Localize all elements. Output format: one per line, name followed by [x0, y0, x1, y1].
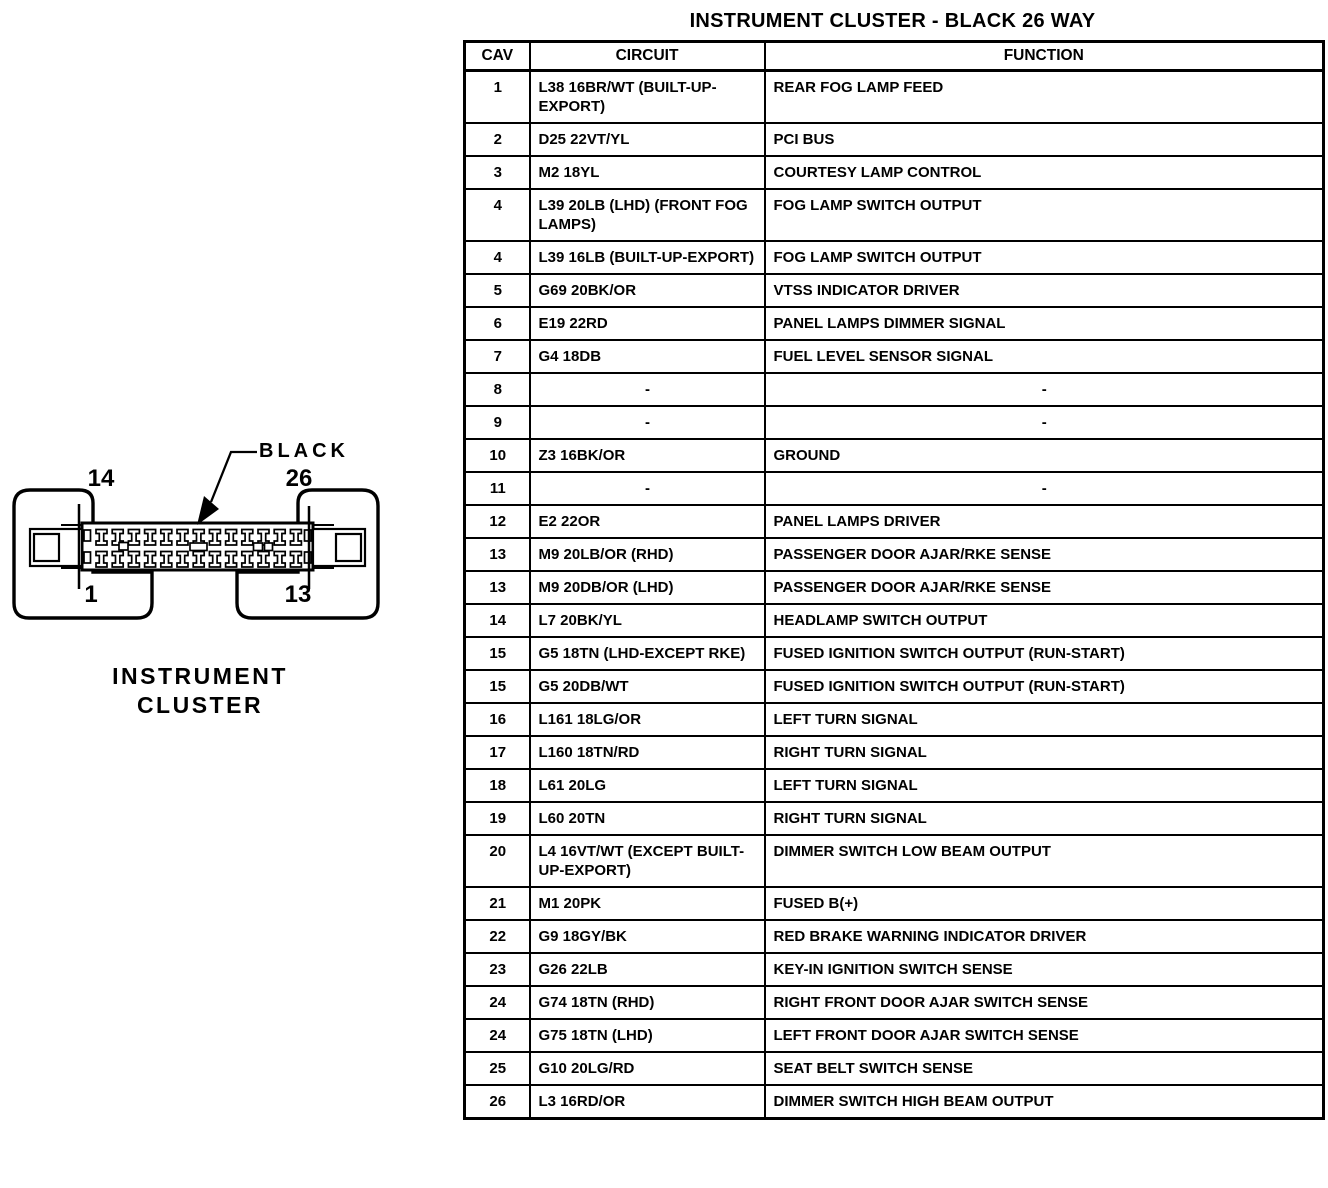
- function-cell: FOG LAMP SWITCH OUTPUT: [765, 189, 1324, 241]
- circuit-cell: L4 16VT/WT (EXCEPT BUILT-UP-EXPORT): [530, 835, 765, 887]
- circuit-cell: G10 20LG/RD: [530, 1052, 765, 1085]
- function-cell: RED BRAKE WARNING INDICATOR DRIVER: [765, 920, 1324, 953]
- function-cell: REAR FOG LAMP FEED: [765, 71, 1324, 124]
- circuit-cell: L161 18LG/OR: [530, 703, 765, 736]
- table-row: [465, 1052, 1324, 1085]
- left-latch: [30, 529, 82, 566]
- function-cell: VTSS INDICATOR DRIVER: [765, 274, 1324, 307]
- table-row: [465, 835, 1324, 887]
- table-row: [465, 340, 1324, 373]
- circuit-cell: Z3 16BK/OR: [530, 439, 765, 472]
- cav-cell: 3: [465, 156, 530, 189]
- table-row: [465, 1085, 1324, 1119]
- circuit-cell: E19 22RD: [530, 307, 765, 340]
- circuit-cell: L39 16LB (BUILT-UP-EXPORT): [530, 241, 765, 274]
- circuit-cell: G4 18DB: [530, 340, 765, 373]
- function-cell: COURTESY LAMP CONTROL: [765, 156, 1324, 189]
- circuit-cell: M9 20LB/OR (RHD): [530, 538, 765, 571]
- table-row: [465, 637, 1324, 670]
- function-cell: GROUND: [765, 439, 1324, 472]
- table-row: [465, 802, 1324, 835]
- cav-cell: 7: [465, 340, 530, 373]
- col-header-circuit: CIRCUIT: [530, 42, 765, 71]
- cav-cell: 24: [465, 1019, 530, 1052]
- function-cell: PANEL LAMPS DRIVER: [765, 505, 1324, 538]
- function-cell: LEFT TURN SIGNAL: [765, 769, 1324, 802]
- pin-label-1: 1: [84, 581, 98, 608]
- table-row: [465, 307, 1324, 340]
- col-header-function: FUNCTION: [765, 42, 1324, 71]
- circuit-cell: L160 18TN/RD: [530, 736, 765, 769]
- cav-cell: 5: [465, 274, 530, 307]
- function-cell: SEAT BELT SWITCH SENSE: [765, 1052, 1324, 1085]
- circuit-cell: L3 16RD/OR: [530, 1085, 765, 1119]
- circuit-cell: M2 18YL: [530, 156, 765, 189]
- page-title: INSTRUMENT CLUSTER - BLACK 26 WAY: [689, 10, 1096, 32]
- circuit-cell: G9 18GY/BK: [530, 920, 765, 953]
- cav-cell: 1: [465, 71, 530, 124]
- table-row: [465, 373, 1324, 406]
- function-cell: -: [765, 373, 1324, 406]
- function-cell: FUSED B(+): [765, 887, 1324, 920]
- pin-label-14: 14: [87, 465, 115, 492]
- function-cell: PASSENGER DOOR AJAR/RKE SENSE: [765, 538, 1324, 571]
- cav-cell: 26: [465, 1085, 530, 1119]
- circuit-cell: G74 18TN (RHD): [530, 986, 765, 1019]
- circuit-cell: G5 18TN (LHD-EXCEPT RKE): [530, 637, 765, 670]
- circuit-cell: -: [530, 373, 765, 406]
- cav-cell: 9: [465, 406, 530, 439]
- table-row: [465, 604, 1324, 637]
- circuit-cell: M9 20DB/OR (LHD): [530, 571, 765, 604]
- table-row: [465, 703, 1324, 736]
- function-cell: RIGHT TURN SIGNAL: [765, 802, 1324, 835]
- cav-cell: 23: [465, 953, 530, 986]
- table-row: [465, 241, 1324, 274]
- circuit-cell: M1 20PK: [530, 887, 765, 920]
- cav-cell: 17: [465, 736, 530, 769]
- function-cell: RIGHT FRONT DOOR AJAR SWITCH SENSE: [765, 986, 1324, 1019]
- table-row: [465, 887, 1324, 920]
- pinout-table: [463, 40, 1325, 1120]
- circuit-cell: G26 22LB: [530, 953, 765, 986]
- caption-line-2: CLUSTER: [136, 692, 264, 718]
- cav-cell: 25: [465, 1052, 530, 1085]
- circuit-cell: -: [530, 406, 765, 439]
- function-cell: FUSED IGNITION SWITCH OUTPUT (RUN-START): [765, 637, 1324, 670]
- circuit-cell: G75 18TN (LHD): [530, 1019, 765, 1052]
- table-row: [465, 571, 1324, 604]
- cav-cell: 19: [465, 802, 530, 835]
- circuit-cell: L39 20LB (LHD) (FRONT FOG LAMPS): [530, 189, 765, 241]
- table-row: [465, 920, 1324, 953]
- function-cell: DIMMER SWITCH HIGH BEAM OUTPUT: [765, 1085, 1324, 1119]
- circuit-cell: L60 20TN: [530, 802, 765, 835]
- cav-cell: 2: [465, 123, 530, 156]
- circuit-cell: L61 20LG: [530, 769, 765, 802]
- table-row: [465, 406, 1324, 439]
- function-cell: PASSENGER DOOR AJAR/RKE SENSE: [765, 571, 1324, 604]
- function-cell: PCI BUS: [765, 123, 1324, 156]
- function-cell: PANEL LAMPS DIMMER SIGNAL: [765, 307, 1324, 340]
- cav-cell: 14: [465, 604, 530, 637]
- cav-cell: 13: [465, 571, 530, 604]
- function-cell: FOG LAMP SWITCH OUTPUT: [765, 241, 1324, 274]
- table-row: [465, 538, 1324, 571]
- cav-cell: 4: [465, 241, 530, 274]
- table-row: [465, 156, 1324, 189]
- function-cell: -: [765, 472, 1324, 505]
- cav-cell: 22: [465, 920, 530, 953]
- cav-cell: 13: [465, 538, 530, 571]
- function-cell: LEFT FRONT DOOR AJAR SWITCH SENSE: [765, 1019, 1324, 1052]
- table-row: [465, 1019, 1324, 1052]
- black-arrow-icon: [197, 452, 257, 525]
- table-row: [465, 769, 1324, 802]
- circuit-cell: G5 20DB/WT: [530, 670, 765, 703]
- cav-cell: 18: [465, 769, 530, 802]
- right-latch: [313, 529, 365, 566]
- circuit-cell: L7 20BK/YL: [530, 604, 765, 637]
- table-row: [465, 274, 1324, 307]
- connector-color-label: BLACK: [259, 440, 349, 462]
- cav-cell: 16: [465, 703, 530, 736]
- pin-label-13: 13: [284, 581, 312, 608]
- caption-line-1: INSTRUMENT: [112, 663, 288, 689]
- function-cell: LEFT TURN SIGNAL: [765, 703, 1324, 736]
- function-cell: FUSED IGNITION SWITCH OUTPUT (RUN-START): [765, 670, 1324, 703]
- col-header-cav: CAV: [465, 42, 530, 71]
- table-row: [465, 439, 1324, 472]
- function-cell: RIGHT TURN SIGNAL: [765, 736, 1324, 769]
- connector-caption: [88, 662, 312, 720]
- cav-cell: 4: [465, 189, 530, 241]
- table-row: [465, 123, 1324, 156]
- cav-cell: 24: [465, 986, 530, 1019]
- cav-cell: 11: [465, 472, 530, 505]
- table-row: [465, 736, 1324, 769]
- function-cell: HEADLAMP SWITCH OUTPUT: [765, 604, 1324, 637]
- cav-cell: 20: [465, 835, 530, 887]
- circuit-cell: D25 22VT/YL: [530, 123, 765, 156]
- circuit-cell: -: [530, 472, 765, 505]
- cav-cell: 21: [465, 887, 530, 920]
- table-row: [465, 505, 1324, 538]
- function-cell: -: [765, 406, 1324, 439]
- table-row: [465, 953, 1324, 986]
- table-row: [465, 670, 1324, 703]
- pin-label-26: 26: [285, 465, 313, 492]
- function-cell: FUEL LEVEL SENSOR SIGNAL: [765, 340, 1324, 373]
- cav-cell: 10: [465, 439, 530, 472]
- cav-cell: 15: [465, 670, 530, 703]
- cav-cell: 12: [465, 505, 530, 538]
- table-row: [465, 986, 1324, 1019]
- table-row: [465, 71, 1324, 124]
- circuit-cell: G69 20BK/OR: [530, 274, 765, 307]
- cav-cell: 8: [465, 373, 530, 406]
- pinout-table-body: [465, 71, 1324, 1119]
- table-row: [465, 472, 1324, 505]
- table-row: [465, 189, 1324, 241]
- cav-cell: 15: [465, 637, 530, 670]
- function-cell: DIMMER SWITCH LOW BEAM OUTPUT: [765, 835, 1324, 887]
- cav-cell: 6: [465, 307, 530, 340]
- header-row: [465, 42, 1324, 71]
- circuit-cell: L38 16BR/WT (BUILT-UP-EXPORT): [530, 71, 765, 124]
- circuit-cell: E2 22OR: [530, 505, 765, 538]
- function-cell: KEY-IN IGNITION SWITCH SENSE: [765, 953, 1324, 986]
